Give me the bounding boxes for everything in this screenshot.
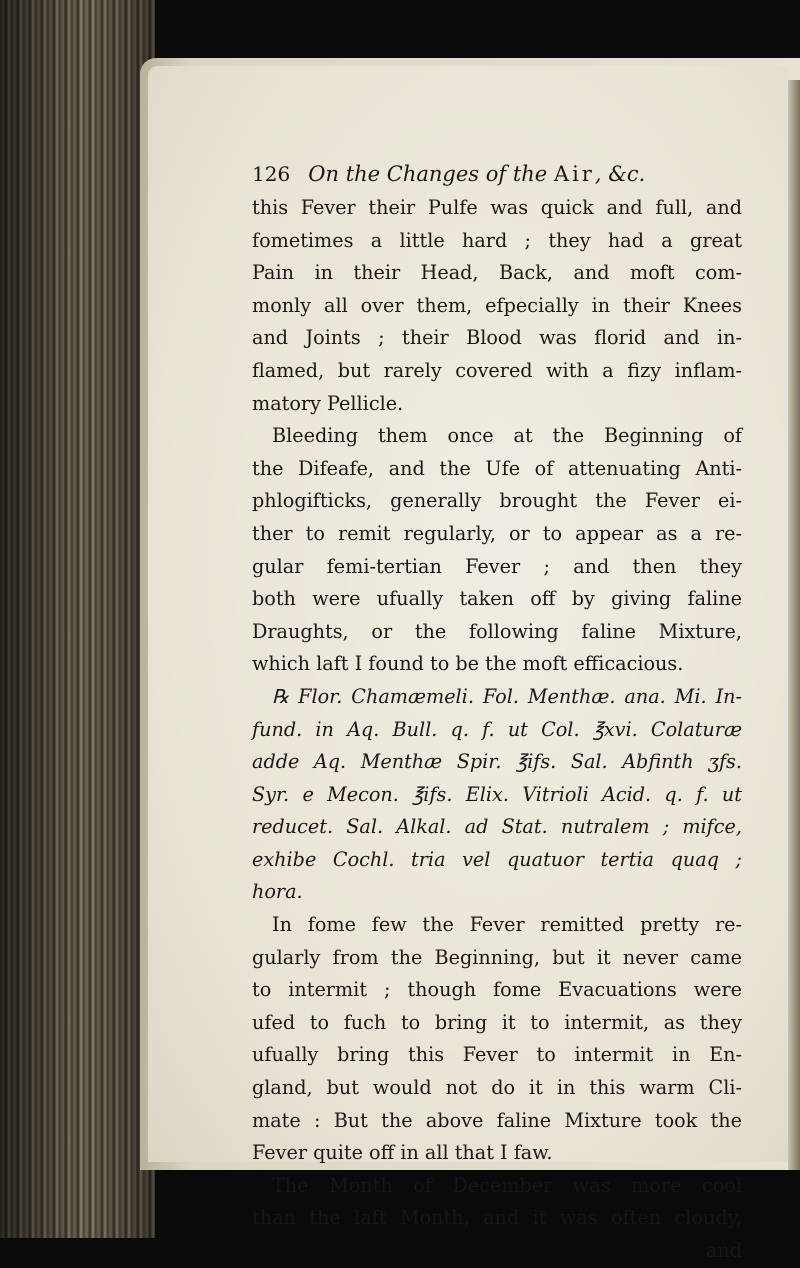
text-line: ufed to fuch to bring it to intermit, as they xyxy=(252,1010,742,1034)
text-line: which laft I found to be the moft efficacious. xyxy=(252,652,684,676)
recipe-line: fund. in Aq. Bull. q. f. ut Col. ℥xvi. Colaturæ xyxy=(252,717,742,741)
text-line: gland, but would not do it in this warm Cli- xyxy=(252,1076,742,1100)
recipe-line: reducet. Sal. Alkal. ad Stat. nutralem ; mifce, xyxy=(252,815,742,839)
catchword: and xyxy=(705,1239,742,1262)
text-line: this Fever their Pulfe was quick and full, and xyxy=(252,196,742,219)
text-line: Fever quite off in all that I faw. xyxy=(252,1141,553,1165)
running-header xyxy=(252,158,742,192)
text-line: monly all over them, efpecially in their Knees xyxy=(252,293,742,317)
text-line: ufually bring this Fever to intermit in En- xyxy=(252,1043,742,1067)
recipe-line: exhibe Cochl. tria vel quatuor tertia quaq ; xyxy=(252,847,742,871)
page-right-edge xyxy=(788,80,800,1170)
text-line: the Difeafe, and the Ufe of attenuating Anti- xyxy=(252,456,742,480)
recipe-line: Syr. e Mecon. ℥ifs. Elix. Vitrioli Acid. q. f. ut xyxy=(252,782,742,806)
text-line: and Joints ; their Blood was florid and in- xyxy=(252,326,742,350)
running-title: On the Changes of the Air, &c. xyxy=(308,162,646,186)
text-line: phlogifticks, generally brought the Fever ei- xyxy=(252,489,742,513)
text-line: mate : But the above faline Mixture took the xyxy=(252,1108,742,1132)
text-line: Bleeding them once at the Beginning of xyxy=(272,424,742,448)
text-line: matory Pellicle. xyxy=(252,391,404,415)
text-line: gular femi-tertian Fever ; and then they xyxy=(252,554,742,578)
recipe-line: adde Aq. Menthæ Spir. ℥ifs. Sal. Abfinth ʒfs. xyxy=(252,750,742,774)
text-line: than the laft Month, and it was often cloudy, xyxy=(252,1206,742,1230)
text-line: ther to remit regularly, or to appear as a re- xyxy=(252,521,742,545)
recipe-line: ℞ Flor. Chamæmeli. Fol. Menthæ. ana. Mi. In- xyxy=(272,684,742,708)
recipe-line: hora. xyxy=(252,880,303,904)
text-line: gularly from the Beginning, but it never came xyxy=(252,945,742,969)
text-line: The Month of December was more cool xyxy=(272,1173,742,1197)
text-line: to intermit ; though fome Evacuations were xyxy=(252,978,742,1002)
text-line: both were ufually taken off by giving faline xyxy=(252,587,742,611)
page-text-block xyxy=(252,158,742,1268)
page-number: 126 xyxy=(252,162,291,186)
spine-shadow xyxy=(0,0,155,1238)
text-line: flamed, but rarely covered with a fizy inflam- xyxy=(252,358,742,382)
text-line: In fome few the Fever remitted pretty re- xyxy=(272,913,742,937)
text-line: Draughts, or the following faline Mixture, xyxy=(252,619,742,643)
text-line: fometimes a little hard ; they had a great xyxy=(252,228,742,252)
text-line: Pain in their Head, Back, and moft com- xyxy=(252,261,742,285)
